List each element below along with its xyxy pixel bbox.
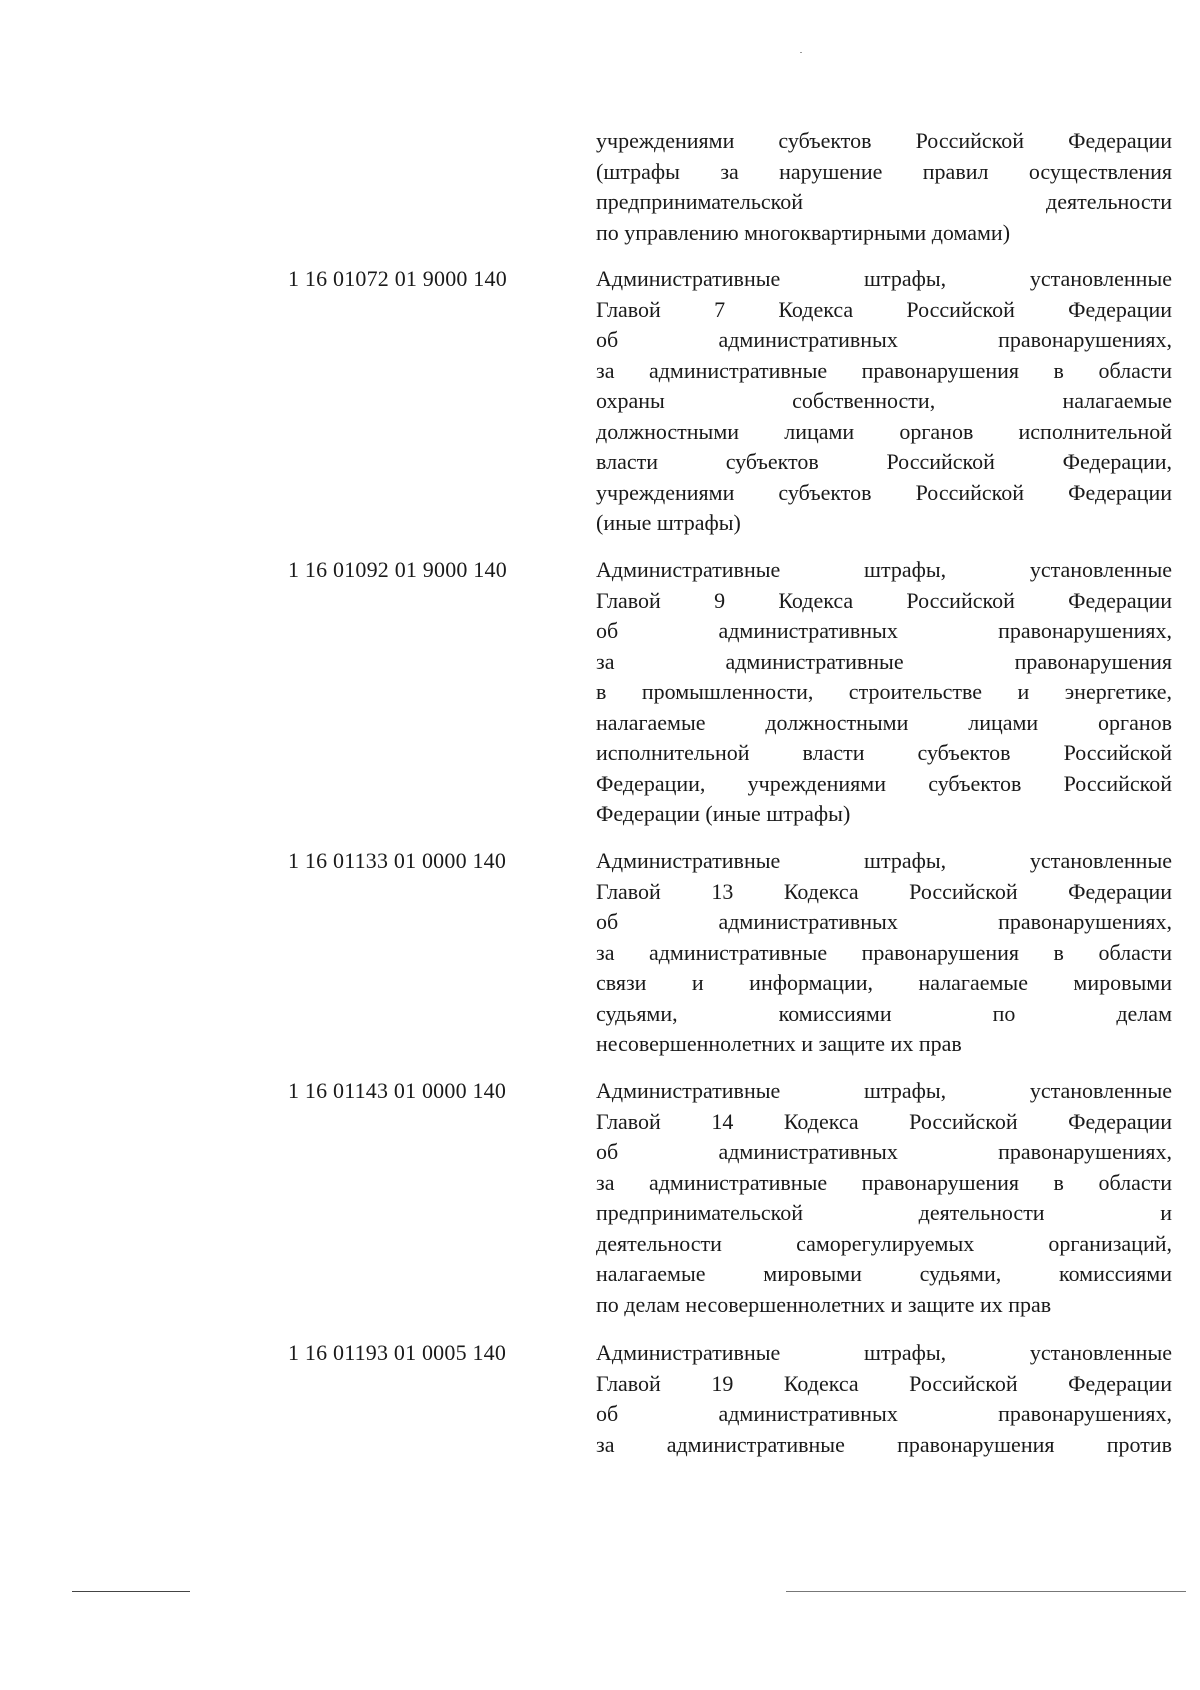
scan-speck (800, 52, 802, 53)
description-line: Административные штрафы, установленные (596, 1340, 1172, 1365)
budget-code: 1 16 01133 01 0000 140 (288, 848, 507, 873)
description-line: за административные правонарушения против (596, 1431, 1172, 1457)
description-line: Административные штрафы, установленные (596, 266, 1172, 291)
entry-description (596, 1076, 1172, 1320)
description-line: судьями, комиссиями по делам (596, 1000, 1172, 1026)
description-line: несовершеннолетних и защите их прав (596, 1031, 962, 1056)
description-line: об административных правонарушениях, (596, 327, 1172, 352)
description-line: об административных правонарушениях, (596, 1401, 1172, 1426)
description-line: деятельности саморегулируемых организаций, (596, 1230, 1172, 1256)
description-line: Главой 7 Кодекса Российской Федерации (596, 296, 1172, 322)
description-line: исполнительной власти субъектов Российской (596, 740, 1172, 765)
description-line: по управлению многоквартирными домами) (596, 219, 1011, 245)
description-line: (иные штрафы) (596, 510, 741, 535)
description-line: (штрафы за нарушение правил осуществления (596, 158, 1172, 184)
description-line: Федерации (иные штрафы) (596, 801, 851, 826)
budget-code: 1 16 01092 01 9000 140 (288, 557, 507, 582)
entry-description (596, 846, 1172, 1060)
description-line: за административные правонарушения в области (596, 1169, 1172, 1195)
description-line: об административных правонарушениях, (596, 909, 1172, 934)
description-line: связи и информации, налагаемые мировыми (596, 970, 1172, 995)
description-line: Административные штрафы, установленные (596, 1078, 1172, 1103)
footer-rule (72, 1591, 190, 1592)
description-line: Административные штрафы, установленные (596, 557, 1172, 582)
description-line: учреждениями субъектов Российской Федерации (596, 128, 1172, 153)
description-line: Федерации, учреждениями субъектов Российской (596, 770, 1172, 796)
description-line: Главой 13 Кодекса Российской Федерации (596, 878, 1172, 904)
description-line: предпринимательской деятельности и (596, 1200, 1172, 1225)
budget-code: 1 16 01072 01 9000 140 (288, 266, 507, 291)
entry-description (596, 1338, 1172, 1460)
description-line: налагаемые должностными лицами органов (596, 709, 1172, 735)
description-line: за административные правонарушения (596, 648, 1172, 674)
description-line: за административные правонарушения в области (596, 357, 1172, 383)
description-line: охраны собственности, налагаемые (596, 388, 1172, 413)
description-line: Главой 14 Кодекса Российской Федерации (596, 1108, 1172, 1134)
description-line: учреждениями субъектов Российской Федерации (596, 479, 1172, 505)
description-line: за административные правонарушения в области (596, 939, 1172, 965)
description-line: Административные штрафы, установленные (596, 848, 1172, 873)
description-line: Главой 9 Кодекса Российской Федерации (596, 587, 1172, 613)
entry-description (596, 264, 1172, 539)
entry-description (596, 555, 1172, 830)
budget-code: 1 16 01193 01 0005 140 (288, 1340, 507, 1365)
description-line: власти субъектов Российской Федерации, (596, 449, 1172, 474)
budget-code: 1 16 01143 01 0000 140 (288, 1078, 507, 1103)
footer-rule (786, 1591, 1186, 1592)
description-line: должностными лицами органов исполнительной (596, 418, 1172, 444)
description-line: в промышленности, строительстве и энергетике, (596, 679, 1172, 704)
description-line: предпринимательской деятельности (596, 189, 1172, 214)
description-line: об административных правонарушениях, (596, 1139, 1172, 1164)
description-line: налагаемые мировыми судьями, комиссиями (596, 1261, 1172, 1286)
description-line: Главой 19 Кодекса Российской Федерации (596, 1370, 1172, 1396)
continuation-description (596, 126, 1172, 248)
description-line: по делам несовершеннолетних и защите их прав (596, 1291, 1052, 1317)
description-line: об административных правонарушениях, (596, 618, 1172, 643)
